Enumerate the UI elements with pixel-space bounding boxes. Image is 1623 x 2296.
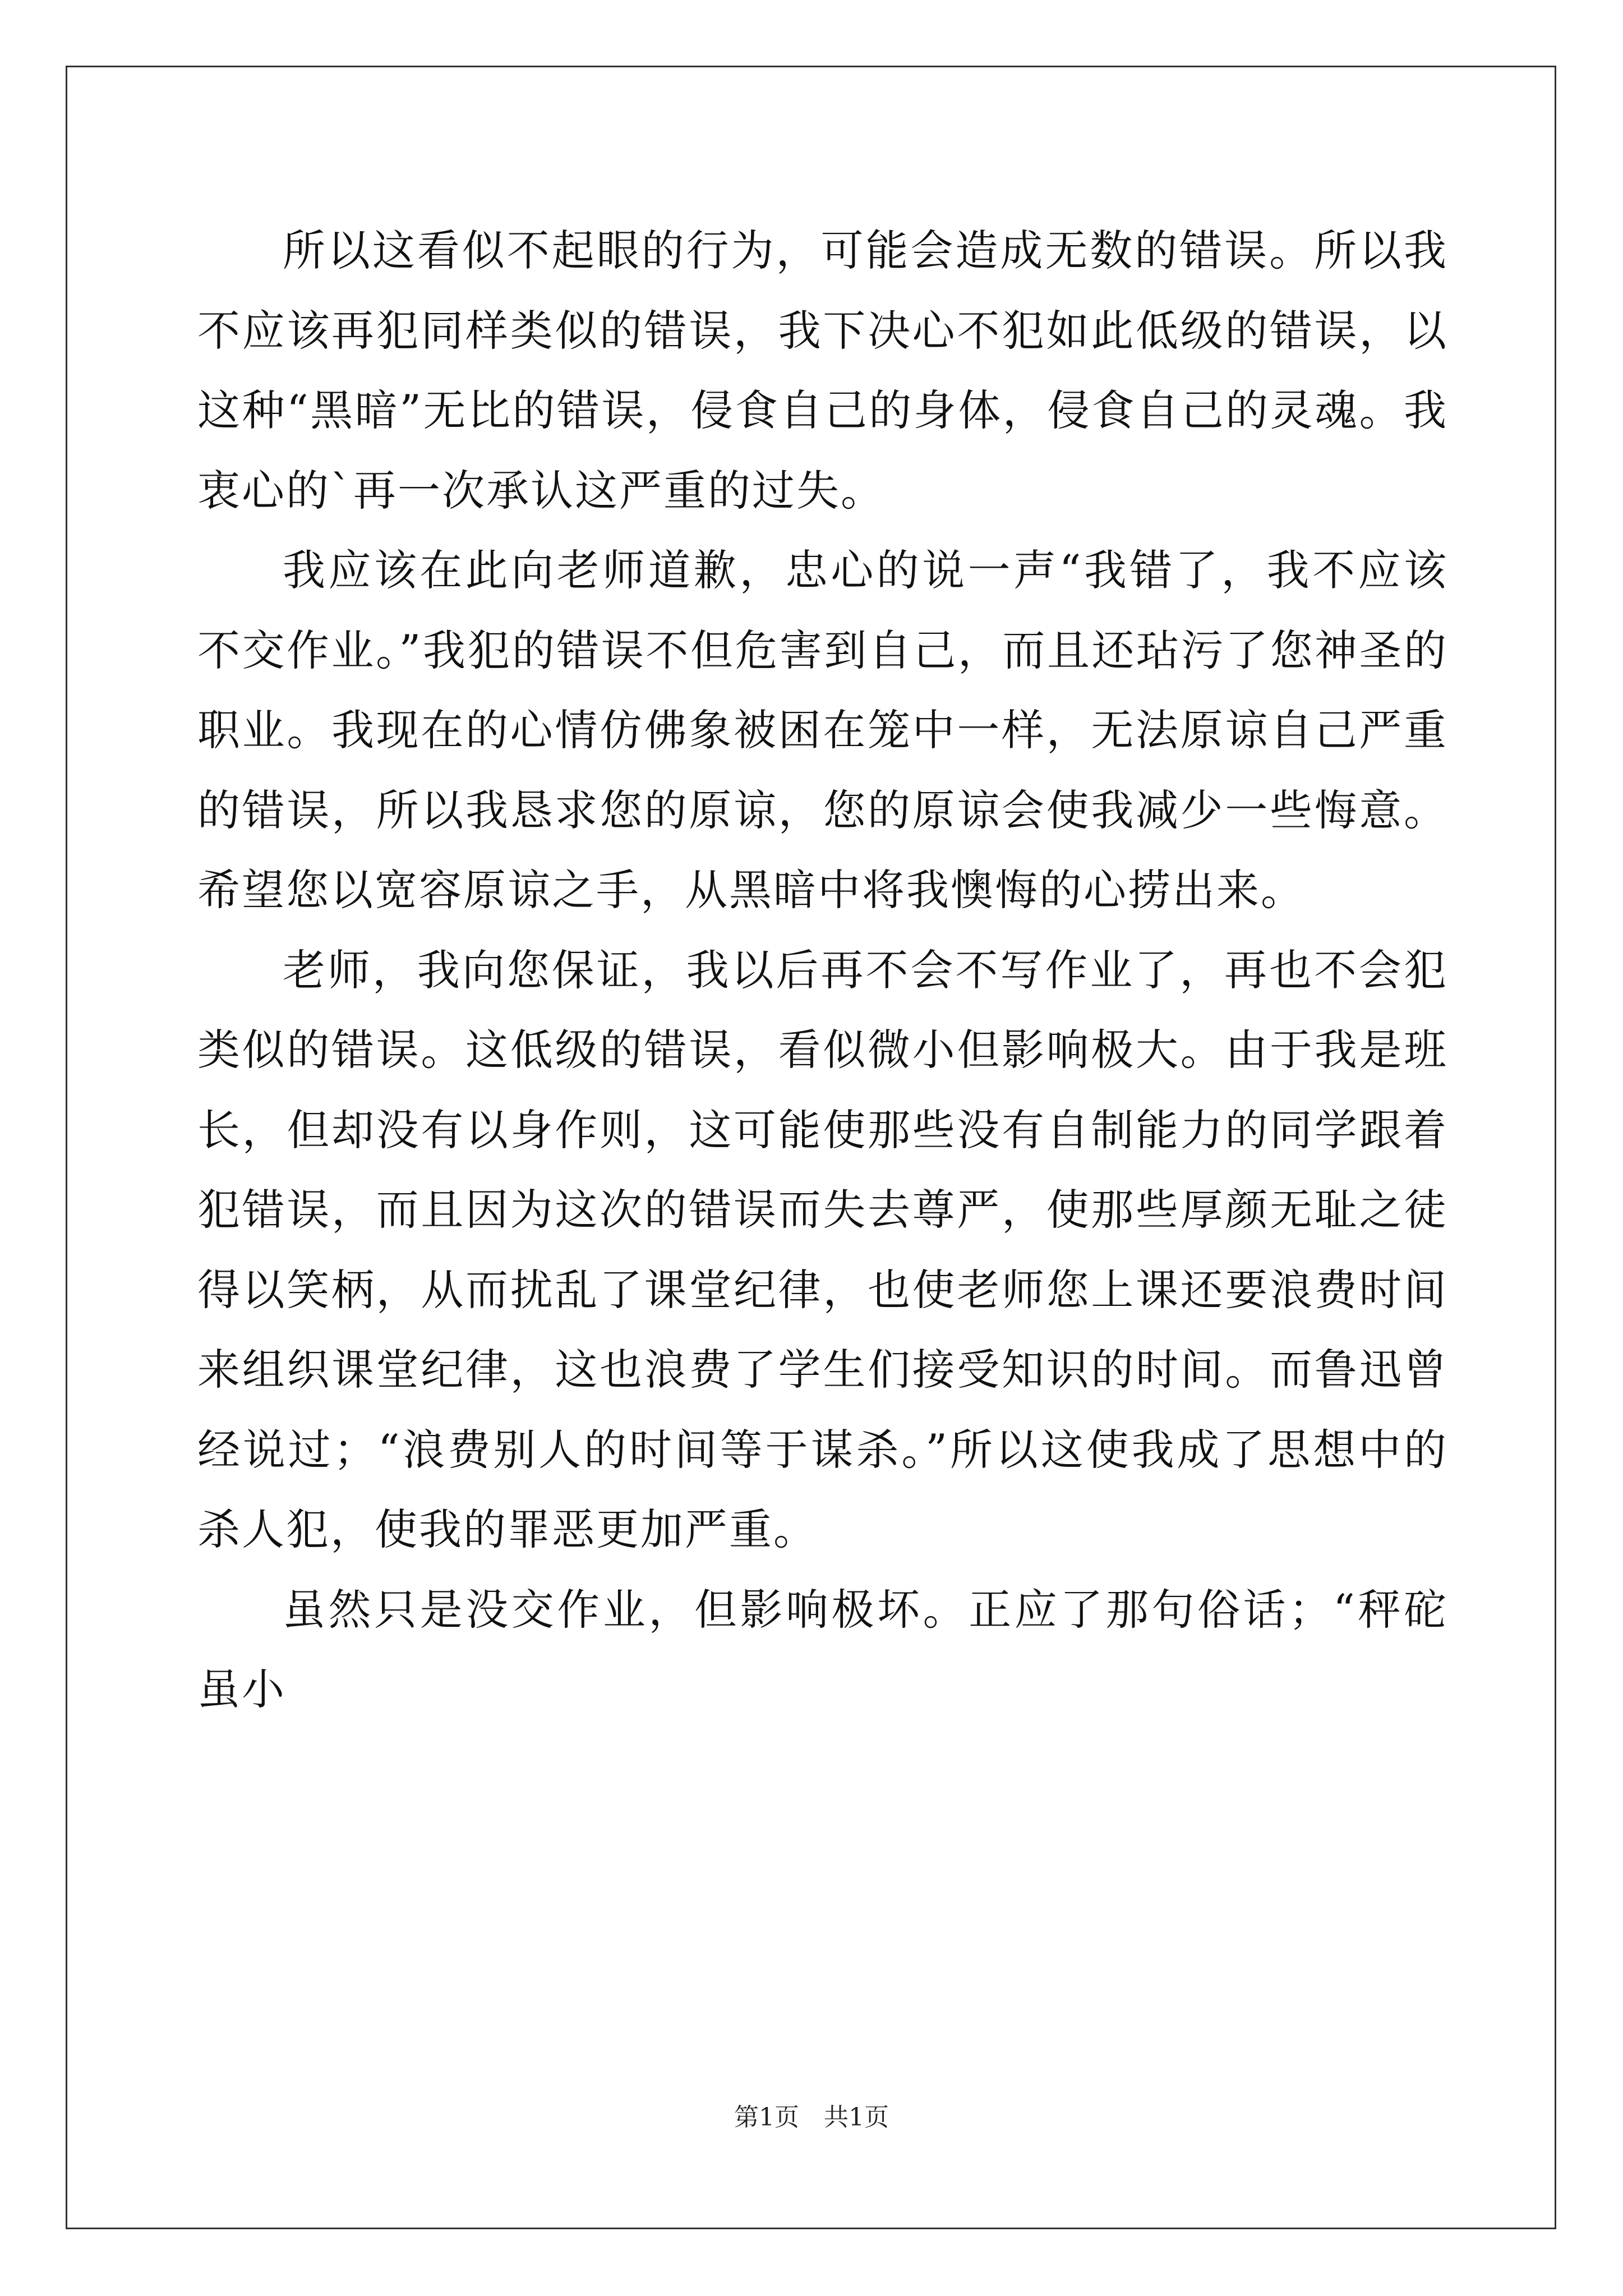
paragraph: 所以这看似不起眼的行为，可能会造成无数的错误。所以我不应该再犯同样类似的错误，我下决心不犯如此低级的错误，以这种“黑暗”无比的错误，侵食自己的身体，侵食自己的灵魂。我衷心的`再一次承认这严重的过失。: [197, 226, 1448, 516]
page-number-footer: 第1页 共1页: [734, 2103, 889, 2132]
document-body: [197, 211, 1448, 1730]
paragraph: 我应该在此向老师道歉，忠心的说一声“我错了，我不应该不交作业。”我犯的错误不但危害到自己，而且还玷污了您神圣的职业。我现在的心情仿佛象被困在笼中一样，无法原谅自己严重的错误，所以我恳求您的原谅，您的原谅会使我减少一些悔意。希望您以宽容原谅之手，从黑暗中将我懊悔的心捞出来。: [197, 545, 1448, 915]
paragraph: 虽然只是没交作业，但影响极坏。正应了那句俗话；“秤砣虽小: [197, 1584, 1448, 1714]
paragraph: 老师，我向您保证，我以后再不会不写作业了，再也不会犯类似的错误。这低级的错误，看似微小但影响极大。由于我是班长，但却没有以身作则，这可能使那些没有自制能力的同学跟着犯错误，而且因为这次的错误而失去尊严，使那些厚颜无耻之徒得以笑柄，从而扰乱了课堂纪律，也使老师您上课还要浪费时间来组织课堂纪律，这也浪费了学生们接受知识的时间。而鲁迅曾经说过；“浪费别人的时间等于谋杀。”所以这使我成了思想中的杀人犯，使我的罪恶更加严重。: [197, 945, 1448, 1554]
